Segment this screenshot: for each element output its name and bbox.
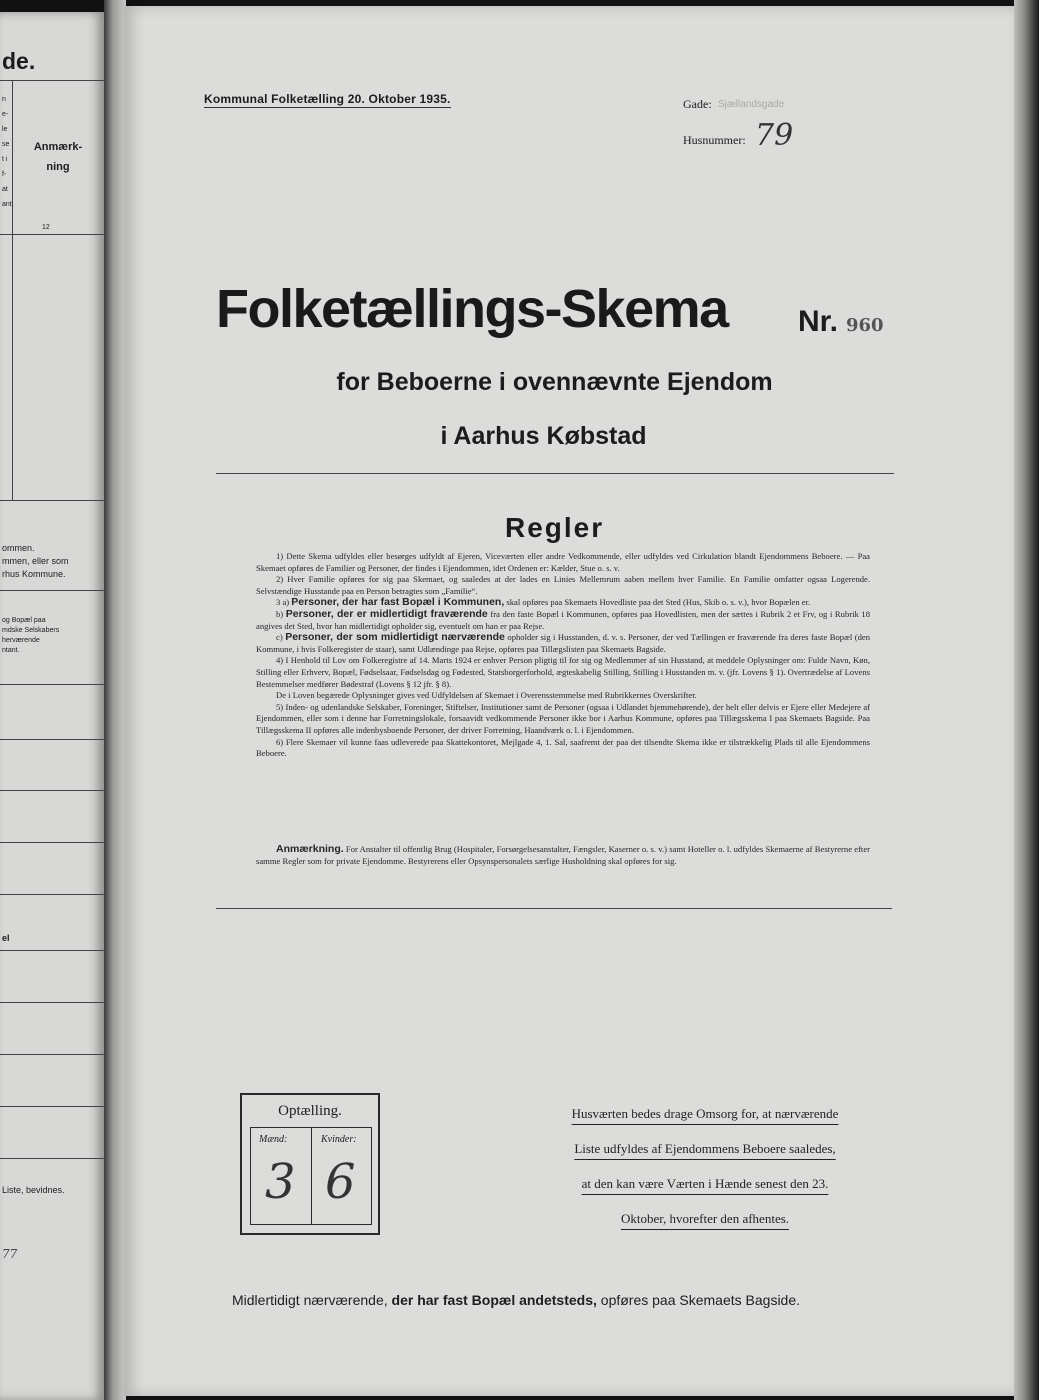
anmaerkning-note — [256, 844, 870, 867]
maend-label: Mænd: — [259, 1134, 288, 1145]
landlord-notice — [540, 1096, 870, 1236]
count-box-grid — [250, 1127, 372, 1225]
rules-bottom-divider — [216, 908, 892, 909]
rule-6: 6) Flere Skemaer vil kunne faas udleverede paa Skattekontoret, Mejlgade 4, 1. Sal, saafremt der paa det tilsendte Skema ikke er tilstrækkelig Plads til alle Ejendommens Beboere. — [256, 736, 870, 759]
husnummer-label: Husnummer: — [683, 133, 746, 147]
notice-line: at den kan være Værten i Hænde senest den 23. — [581, 1176, 829, 1191]
rule-3b: b) Personer, der er midlertidigt fraværende fra den faste Bopæl i Kommunen, opføres paa Hovedlisten, men der sættes i Rubrik 2 et Frv, og i Rubrik 18 angives det Sted, hvor han midlertidigt opholder sig, eventuelt om han er paa Rejse. — [256, 607, 870, 631]
left-label-liste: Liste, bevidnes. — [2, 1185, 65, 1195]
footer-line — [232, 1292, 800, 1308]
left-divider-line — [0, 590, 104, 591]
left-page-title: de. — [2, 48, 36, 74]
left-col-number: 12 — [42, 224, 50, 231]
rule-2: 2) Hver Familie opføres for sig paa Skemaet, og saaledes at der lades en Linies Mellemrum aaben mellem hver Familie. En Familie omfatter ogsaa Logerende. Selvstændige Husstande paa en Person betragtes som „Familie“. — [256, 574, 870, 596]
left-note2-line: mdske Selskabers — [2, 627, 60, 634]
left-signature: 77 — [2, 1247, 18, 1261]
rule-4b: De i Loven begærede Oplysninger gives ved Udfyldelsen af Skemaet i Overensstemmelse med Rubrikkernes Overskrifter. — [276, 690, 697, 701]
count-box — [240, 1093, 380, 1235]
rules-text — [256, 551, 870, 760]
anmaerkning-head: Anmærkning. — [276, 843, 344, 855]
notice-line: Oktober, hvorefter den afhentes. — [620, 1211, 790, 1226]
count-box-title: Optælling. — [278, 1103, 342, 1119]
maend-count: 3 — [265, 1154, 296, 1210]
left-table-bottom-line — [0, 500, 104, 501]
count-box-divider — [311, 1128, 312, 1224]
left-note-line: ommen. — [2, 543, 35, 553]
rule-3c: c) Personer, der som midlertidigt nærværende opholder sig i Husstanden, d. v. s. Personer, der ved Tællingen er fraværende fra deres faste Bopæl (den Kommune, i hvis Folkeregister de staar), samt Udlændinge paa Rejse, opføres paa Tillægslisten paa Skemaets Bagside. — [256, 631, 870, 654]
form-subtitle-1: for Beboerne i ovennævnte Ejendom — [336, 368, 773, 396]
form-title: Folketællings-Skema — [216, 279, 728, 339]
left-note2-line: og Bopæl paa — [2, 617, 46, 624]
anmaerkning-text: For Anstalter til offentlig Brug (Hospitaler, Forsørgelsesanstalter, Fængsler, Kaserner o. s. v.) samt Hoteller o. l. udfyldes Skemaerne af Bestyrerne efter samme Regler som for private Ejendomme. Bestyrerens eller Opsynspersonalets særlige Husholdning skal opføres for sig. — [256, 844, 870, 866]
left-rule — [0, 1106, 104, 1107]
left-rule — [0, 684, 104, 685]
left-rule — [0, 1054, 104, 1055]
kvinder-label: Kvinder: — [321, 1134, 357, 1145]
footer-part-2: der har fast Bopæl andetsteds, — [391, 1292, 597, 1308]
left-anmaerkning-header: Anmærk- ning — [33, 141, 83, 173]
form-number-label: Nr. — [798, 305, 839, 338]
rule-4: 4) I Henhold til Lov om Folkeregistre af 14. Marts 1924 er enhver Person pligtig til for sig og Medlemmer af sin Husstand, at meddele Oplysninger om: Fulde Navn, Køn, Stilling eller Erhverv, Bopæl, Fødselsaar, Fødselsdag og Fødested, Statsborgerforhold, ægteskabelig Stilling, Stilling i Husstanden m. v. (jfr. Lovens § 1). Overtrædelse af Lovens Bestemmelser medfører Bødestraf (Lovens § 12 jfr. § 8). — [256, 655, 870, 689]
book-spine — [104, 0, 126, 1400]
page-edge — [1014, 0, 1039, 1400]
left-note2-line: ntant. — [2, 647, 20, 654]
left-rule — [0, 1158, 104, 1159]
footer-part-3: opføres paa Skemaets Bagside. — [600, 1292, 801, 1308]
kvinder-count: 6 — [325, 1154, 356, 1210]
title-divider — [216, 473, 894, 474]
left-rule — [0, 950, 104, 951]
left-note2-line: herværende — [2, 637, 40, 644]
left-note-line: rhus Kommune. — [2, 569, 66, 579]
left-rule — [0, 842, 104, 843]
left-rule — [0, 739, 104, 740]
husnummer-value: 79 — [755, 118, 794, 153]
left-rule — [0, 1002, 104, 1003]
form-number-value: 960 — [846, 315, 884, 336]
form-subtitle-2: i Aarhus Købstad — [440, 422, 647, 450]
notice-line: Liste udfyldes af Ejendommens Beboere saaledes, — [574, 1141, 836, 1156]
left-header-line — [0, 234, 104, 235]
left-rule — [0, 790, 104, 791]
notice-line: Husværten bedes drage Omsorg for, at nærværende — [571, 1106, 839, 1121]
left-table-top-line — [0, 80, 104, 81]
rule-3a: 3 a) Personer, der har fast Bopæl i Kommunen, skal opføres paa Skemaets Hovedliste paa det Sted (Hus, Skib o. s. v.), hvor Bopælen er. — [276, 596, 811, 609]
rule-1: 1) Dette Skema udfyldes eller besørges udfyldt af Ejeren, Viceværten eller andre Vedkommende, eller udfyldes ved Cirkulation blandt Ejendommens Beboere. — Paa Skemaet opføres de Familier og Personer, der findes i Ejendommen, idet Ordenen er: Kælder, Stue o. s. v. — [256, 551, 870, 573]
left-label-el: el — [2, 933, 10, 943]
rule-5: 5) Inden- og udenlandske Selskaber, Foreninger, Stiftelser, Institutioner samt de Personer (ogsaa i Udlandet hjemmehørende), der helt eller delvis er Ejere eller Medejere af Ejendommen, eller som i denne har Forretningslokale, forsaavidt vedkommende Personer ikke bor i Aarhus Kommune, opføres paa Tillægsskema I paa Skemaets Bagside. Paa Tillægsskema II opføres alle indenbysboende Personer, der driver Forretning, Haandværk o. l. i Ejendommen. — [256, 701, 870, 735]
gade-label: Gade: — [683, 97, 712, 111]
census-line: Kommunal Folketælling 20. Oktober 1935. — [204, 92, 451, 106]
left-note-line: mmen, eller som — [2, 556, 69, 566]
rules-heading: Regler — [505, 512, 605, 543]
left-col-header-fragment: n e- le se t i f- at ant. — [2, 96, 14, 208]
gade-value: Sjællandsgade — [718, 99, 785, 110]
footer-part-1: Midlertidigt nærværende, — [232, 1292, 388, 1308]
left-rule — [0, 894, 104, 895]
left-facing-page — [0, 12, 104, 1400]
